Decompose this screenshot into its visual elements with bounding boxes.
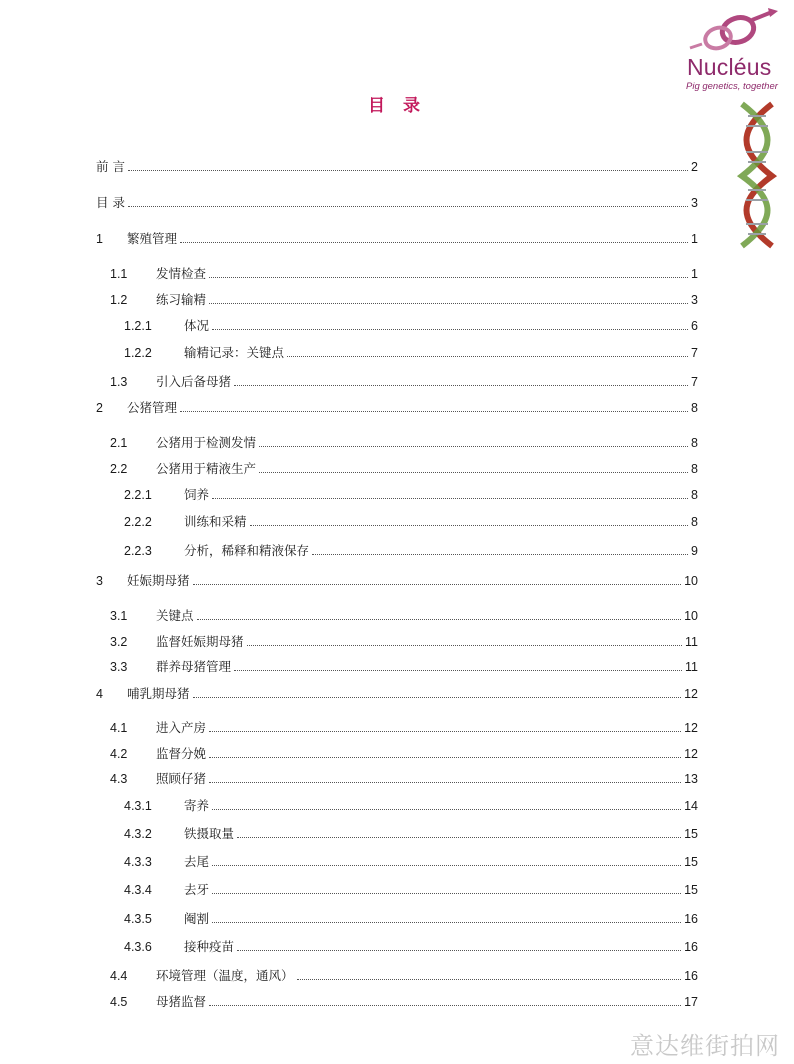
- toc-entry-page: 16: [684, 940, 698, 954]
- toc-dot-leader: [193, 584, 682, 585]
- toc-entry[interactable]: [110, 744, 698, 762]
- toc-entry[interactable]: [110, 290, 698, 308]
- toc-entry-number: 2.2.1: [124, 488, 152, 502]
- toc-entry-number: 4: [96, 687, 103, 701]
- toc-entry[interactable]: [110, 966, 698, 984]
- toc-entry-label: 饲养: [184, 487, 210, 502]
- toc-dot-leader: [209, 277, 688, 278]
- toc-entry-page: 15: [684, 883, 698, 897]
- toc-entry-label: 哺乳期母猪: [127, 686, 190, 701]
- logo-name: Nucléus: [687, 54, 772, 80]
- toc-dot-leader: [259, 472, 688, 473]
- toc-dot-leader: [212, 922, 681, 923]
- page-title: 目 录: [368, 96, 426, 116]
- toc-dot-leader: [237, 950, 681, 951]
- toc-entry-label: 繁殖管理: [127, 231, 178, 246]
- toc-entry[interactable]: [96, 157, 698, 175]
- toc-entry-label: 去尾: [184, 854, 210, 869]
- toc-dot-leader: [297, 979, 682, 980]
- toc-entry[interactable]: [110, 992, 698, 1010]
- toc-entry-number: 4.3.1: [124, 799, 152, 813]
- toc-entry[interactable]: [124, 824, 698, 842]
- toc-dot-leader: [209, 1005, 681, 1006]
- toc-entry[interactable]: [124, 880, 698, 898]
- toc-entry[interactable]: [110, 372, 698, 390]
- toc-dot-leader: [193, 697, 682, 698]
- toc-entry-number: 4.3.6: [124, 940, 152, 954]
- toc-entry-label: 输精记录：关键点: [184, 345, 285, 360]
- toc-entry-number: 3: [96, 574, 103, 588]
- toc-entry-page: 7: [691, 375, 698, 389]
- toc-dot-leader: [247, 645, 683, 646]
- toc-entry[interactable]: [96, 684, 698, 702]
- toc-entry-page: 13: [684, 772, 698, 786]
- toc-entry-number: 2.2.3: [124, 544, 152, 558]
- toc-entry-page: 15: [684, 827, 698, 841]
- toc-entry-label: 监督分娩: [156, 746, 207, 761]
- logo-tagline: Pig genetics, together: [686, 81, 778, 92]
- watermark: 意达维街拍网: [630, 1032, 780, 1060]
- toc-entry[interactable]: [110, 264, 698, 282]
- toc-dot-leader: [212, 329, 688, 330]
- toc-dot-leader: [128, 206, 688, 207]
- toc-entry[interactable]: [124, 316, 698, 334]
- toc-entry-page: 12: [684, 687, 698, 701]
- toc-dot-leader: [234, 385, 688, 386]
- toc-entry[interactable]: [96, 398, 698, 416]
- toc-entry[interactable]: [110, 459, 698, 477]
- toc-entry-label: 发情检查: [156, 266, 207, 281]
- toc-entry-page: 16: [684, 969, 698, 983]
- toc-entry-number: 3.1: [110, 609, 128, 623]
- toc-entry[interactable]: [124, 909, 698, 927]
- toc-entry-number: 4.1: [110, 721, 128, 735]
- toc-entry-label: 铁摄取量: [184, 826, 235, 841]
- toc-entry-label: 引入后备母猪: [156, 374, 232, 389]
- toc-dot-leader: [312, 554, 688, 555]
- toc-entry-number: 1.3: [110, 375, 128, 389]
- toc-dot-leader: [128, 170, 688, 171]
- toc-dot-leader: [197, 619, 682, 620]
- toc-entry-label: 接种疫苗: [184, 939, 235, 954]
- toc-entry[interactable]: [110, 632, 698, 650]
- toc-entry-number: 2: [96, 401, 103, 415]
- toc-dot-leader: [250, 525, 689, 526]
- toc-dot-leader: [234, 670, 682, 671]
- toc-entry-label: 监督妊娠期母猪: [156, 634, 244, 649]
- toc-entry-label: 母猪监督: [156, 994, 207, 1009]
- toc-entry[interactable]: [124, 937, 698, 955]
- toc-entry[interactable]: [124, 541, 698, 559]
- toc-entry-page: 2: [691, 160, 698, 174]
- toc-entry-label: 进入产房: [156, 720, 207, 735]
- toc-entry-page: 11: [685, 660, 698, 674]
- toc-entry-label: 练习输精: [156, 292, 207, 307]
- toc-entry-page: 1: [691, 267, 698, 281]
- toc-entry-page: 11: [685, 635, 698, 649]
- toc-entry-label: 前 言: [96, 159, 125, 174]
- toc-entry[interactable]: [124, 485, 698, 503]
- toc-entry-number: 4.4: [110, 969, 128, 983]
- toc-entry-number: 2.2: [110, 462, 128, 476]
- toc-dot-leader: [180, 242, 688, 243]
- toc-entry-page: 15: [684, 855, 698, 869]
- toc-entry[interactable]: [96, 571, 698, 589]
- toc-entry[interactable]: [96, 193, 698, 211]
- toc-entry-number: 4.3: [110, 772, 128, 786]
- toc-entry-label: 目 录: [96, 195, 125, 210]
- toc-entry-page: 9: [691, 544, 698, 558]
- toc-entry-page: 8: [691, 488, 698, 502]
- toc-dot-leader: [287, 356, 688, 357]
- toc-entry[interactable]: [110, 769, 698, 787]
- toc-entry-page: 8: [691, 436, 698, 450]
- toc-entry-page: 10: [684, 609, 698, 623]
- toc-entry-page: 3: [691, 196, 698, 210]
- toc-entry-page: 6: [691, 319, 698, 333]
- toc-entry-page: 10: [684, 574, 698, 588]
- toc-dot-leader: [209, 757, 681, 758]
- toc-entry-page: 8: [691, 515, 698, 529]
- toc-entry[interactable]: [110, 657, 698, 675]
- toc-entry-label: 去牙: [184, 882, 210, 897]
- toc-entry-page: 1: [691, 232, 698, 246]
- toc-entry-number: 1.1: [110, 267, 128, 281]
- toc-entry-number: 4.3.2: [124, 827, 152, 841]
- toc-entry-page: 12: [684, 747, 698, 761]
- toc-entry-number: 4.5: [110, 995, 128, 1009]
- toc-entry-label: 关键点: [156, 608, 194, 623]
- toc-dot-leader: [180, 411, 688, 412]
- toc-entry-label: 分析，稀释和精液保存: [184, 543, 310, 558]
- toc-entry-number: 2.1: [110, 436, 128, 450]
- toc-dot-leader: [237, 837, 681, 838]
- toc-entry-number: 4.2: [110, 747, 128, 761]
- toc-entry-label: 寄养: [184, 798, 210, 813]
- toc-entry[interactable]: [124, 852, 698, 870]
- toc-dot-leader: [209, 303, 688, 304]
- toc-entry-page: 8: [691, 401, 698, 415]
- toc-entry[interactable]: [110, 606, 698, 624]
- toc-entry-number: 3.2: [110, 635, 128, 649]
- toc-entry-page: 14: [684, 799, 698, 813]
- toc-dot-leader: [212, 893, 681, 894]
- toc-dot-leader: [209, 782, 681, 783]
- toc-entry-number: 2.2.2: [124, 515, 152, 529]
- toc-entry[interactable]: [124, 343, 698, 361]
- toc-entry[interactable]: [124, 512, 698, 530]
- toc-entry-page: 3: [691, 293, 698, 307]
- toc-dot-leader: [212, 809, 681, 810]
- toc-dot-leader: [259, 446, 688, 447]
- toc-entry-label: 公猪管理: [127, 400, 178, 415]
- toc-dot-leader: [212, 498, 688, 499]
- toc-entry-number: 4.3.3: [124, 855, 152, 869]
- toc-entry-label: 训练和采精: [184, 514, 247, 529]
- toc-entry-page: 17: [684, 995, 698, 1009]
- toc-entry-number: 4.3.5: [124, 912, 152, 926]
- toc-dot-leader: [212, 865, 681, 866]
- toc-entry-number: 4.3.4: [124, 883, 152, 897]
- toc-entry[interactable]: [96, 229, 698, 247]
- toc-entry-label: 公猪用于精液生产: [156, 461, 257, 476]
- toc-entry-label: 妊娠期母猪: [127, 573, 190, 588]
- toc-entry[interactable]: [124, 796, 698, 814]
- toc-entry-number: 1.2.1: [124, 319, 152, 333]
- toc-entry-label: 群养母猪管理: [156, 659, 232, 674]
- toc-entry-page: 16: [684, 912, 698, 926]
- toc-entry-label: 体况: [184, 318, 210, 333]
- toc-entry-page: 12: [684, 721, 698, 735]
- toc-entry-page: 8: [691, 462, 698, 476]
- toc-entry[interactable]: [110, 718, 698, 736]
- toc-entry-label: 公猪用于检测发情: [156, 435, 257, 450]
- toc-entry-number: 3.3: [110, 660, 128, 674]
- toc-entry-page: 7: [691, 346, 698, 360]
- toc-entry-label: 环境管理（温度，通风）: [156, 968, 294, 983]
- toc-dot-leader: [209, 731, 681, 732]
- toc-entry-number: 1.2.2: [124, 346, 152, 360]
- toc-entry[interactable]: [110, 433, 698, 451]
- toc-entry-number: 1: [96, 232, 103, 246]
- toc-entry-label: 照顾仔猪: [156, 771, 207, 786]
- toc-entry-label: 阉割: [184, 911, 210, 926]
- toc-entry-number: 1.2: [110, 293, 128, 307]
